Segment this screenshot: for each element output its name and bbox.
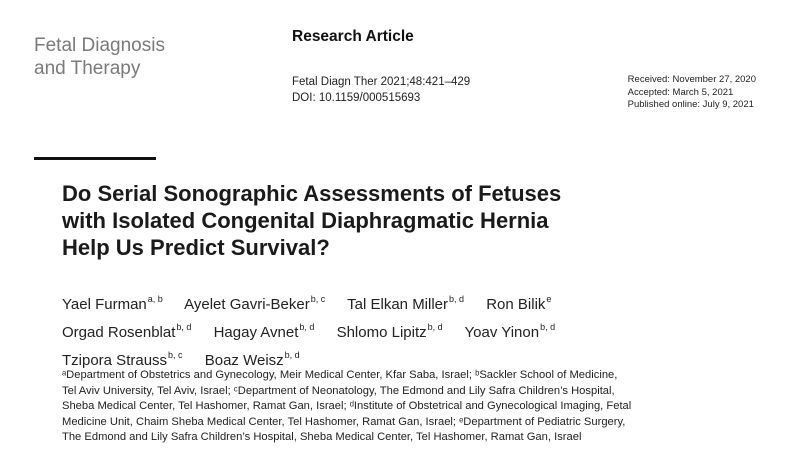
affiliation-line: ᵃDepartment of Obstetrics and Gynecology, Meir Medical Center, Kfar Saba, Israel; ᵇSackler School of Medicine,: [62, 369, 618, 381]
date-received: Received: November 27, 2020: [627, 74, 756, 85]
article-dates: [628, 74, 756, 112]
author[interactable]: Yael Furman$^{a, b}$: [62, 294, 163, 313]
author[interactable]: Ron Bilik$^e$: [486, 294, 552, 313]
date-published: Published online: July 9, 2021: [627, 99, 754, 110]
author-list: [62, 288, 782, 372]
article-title-line1: Do Serial Sonographic Assessments of Fetuses: [62, 181, 562, 206]
citation-doi[interactable]: DOI: 10.1159/000515693: [292, 92, 421, 104]
affiliation-line: Medicine Unit, Chaim Sheba Medical Center, Tel Hashomer, Ramat Gan, Israel; ᵉDepartment of Pediatric Surgery,: [62, 415, 626, 428]
author[interactable]: Tal Elkan Miller$^{b, d}$: [347, 294, 465, 313]
article-title: [62, 180, 762, 261]
date-accepted: Accepted: March 5, 2021: [627, 86, 734, 98]
author[interactable]: Orgad Rosenblat$^{b, d}$: [62, 322, 192, 341]
journal-name-line2: and Therapy: [34, 58, 141, 79]
citation-ref: Fetal Diagn Ther 2021;48:421–429: [292, 76, 471, 88]
affiliations: [62, 368, 772, 446]
affiliation-line: The Edmond and Lily Safra Children’s Hospital, Sheba Medical Center, Tel Hashomer, Ramat Gan, Israel: [62, 431, 582, 443]
author[interactable]: Boaz Weisz$^{b, d}$: [204, 350, 300, 369]
author[interactable]: Tzipora Strauss$^{b, c}$: [62, 350, 183, 369]
author[interactable]: Yoav Yinon$^{b, d}$: [464, 322, 556, 341]
author[interactable]: Ayelet Gavri-Beker$^{b, c}$: [184, 294, 326, 313]
article-type: Research Article: [292, 28, 414, 45]
journal-name-line1: Fetal Diagnosis: [34, 35, 165, 56]
affiliation-line: Tel Aviv University, Tel Aviv, Israel; ᶜDepartment of Neonatology, The Edmond and Lily Safra Children’s Hospital,: [62, 384, 615, 397]
affiliation-line: Sheba Medical Center, Tel Hashomer, Ramat Gan, Israel; ᵈInstitute of Obstetrical and Gynecological Imaging, Fetal: [62, 400, 632, 412]
title-rule: [34, 157, 156, 160]
citation: [292, 74, 470, 106]
author[interactable]: Shlomo Lipitz$^{b, d}$: [336, 322, 443, 341]
article-title-line2: with Isolated Congenital Diaphragmatic Hernia: [62, 208, 549, 233]
author[interactable]: Hagay Avnet$^{b, d}$: [213, 322, 315, 341]
journal-name: [34, 34, 165, 80]
article-title-line3: Help Us Predict Survival?: [62, 235, 330, 260]
